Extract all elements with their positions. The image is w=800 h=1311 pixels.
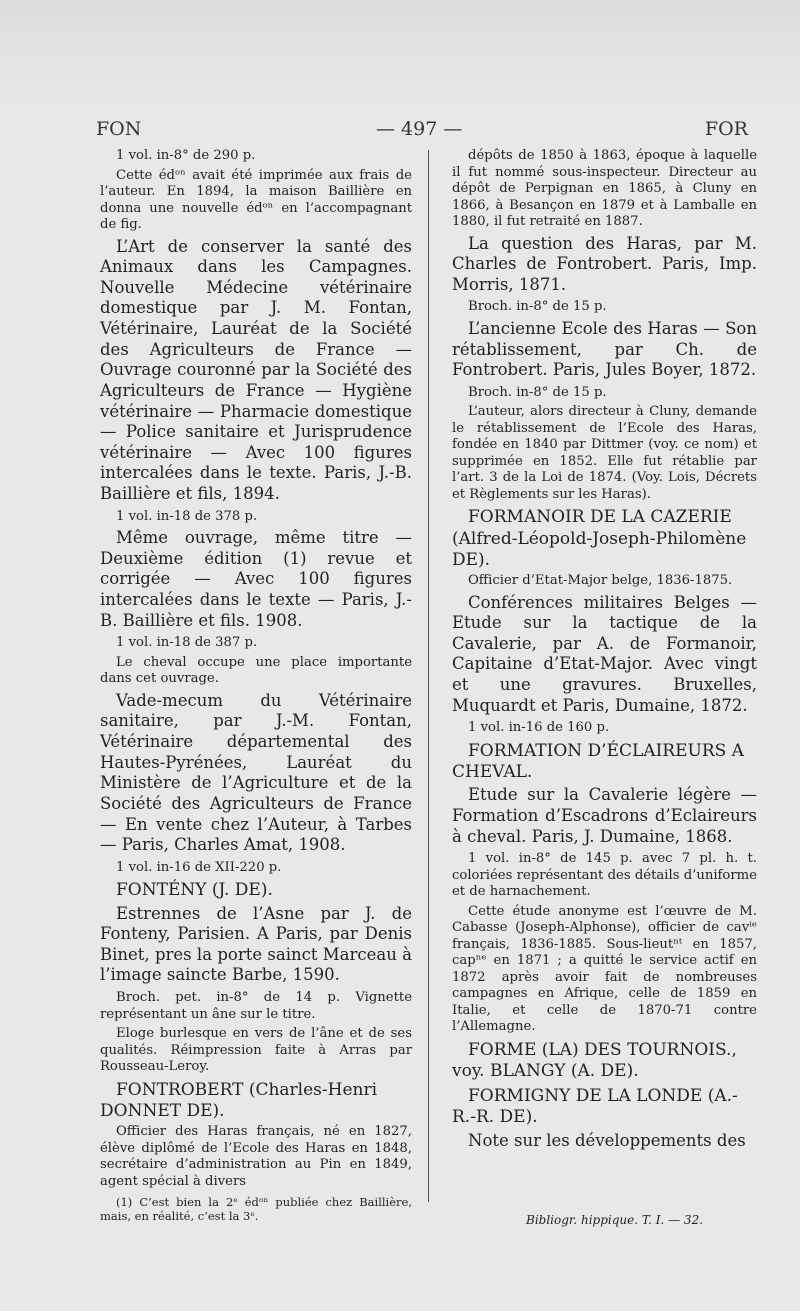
paragraph-small: 1 vol. in-8° de 145 p. avec 7 pl. h. t. coloriées représentant des détails d’uniforme et de harnachement. <box>452 851 757 900</box>
footer-signature: Bibliogr. hippique. T. I. — 32. <box>526 1213 704 1227</box>
right-column <box>452 148 757 1155</box>
page-number: — 497 — <box>376 118 463 140</box>
paragraph-small: Cette édᵒⁿ avait été imprimée aux frais de l’auteur. En 1894, la maison Baillière en donna une nouvelle édᵒⁿ en l’accompagnant de fig. <box>100 167 412 232</box>
left-column <box>100 148 412 1224</box>
paragraph-small: Broch. pet. in-8° de 14 p. Vignette représentant un âne sur le titre. <box>100 990 412 1022</box>
paragraph-entry: Note sur les développements des <box>468 1130 746 1150</box>
running-header <box>96 118 748 144</box>
paragraph-note: (1) C’est bien la 2ᵉ édᵒⁿ publiée chez Baillière, mais, en réalité, c’est la 3ᵉ. <box>100 1195 412 1224</box>
paragraph-heading: FORMIGNY DE LA LONDE (A.-R.-R. DE). <box>452 1086 738 1128</box>
paragraph-entry: Vade-mecum du Vétérinaire sanitaire, par J.-M. Fontan, Vétérinaire départemental des Hautes-Pyrénées, Lauréat du Ministère de l’Agriculture et de la Société des Agriculteurs de France — En vente chez l’Auteur, à Tarbes — Paris, Charles Amat, 1908. <box>100 690 412 855</box>
header-right: FOR <box>704 118 748 140</box>
paragraph-small: L’auteur, alors directeur à Cluny, demande le rétablissement de l’Ecole des Haras, fondée en 1840 par Dittmer (voy. ce nom) et supprimée en 1852. Elle fut rétablie par l’art. 3 de la Loi de 1874. (Voy. Lois, Décrets et Règlements sur les Haras). <box>452 404 757 502</box>
paragraph-entry: L’Art de conserver la santé des Animaux dans les Campagnes. Nouvelle Médecine vétérinaire domestique par J. M. Fontan, Vétérinaire, Lauréat de la Société des Agriculteurs de France — Ouvrage couronné par la Société des Agriculteurs de France — Hygiène vétérinaire — Pharmacie domestique — Police sanitaire et Jurisprudence vétérinaire — Avec 100 figures intercalées dans le texte. Paris, J.-B. Baillière et fils, 1894. <box>100 236 412 503</box>
paragraph-small: 1 vol. in-18 de 387 p. <box>116 635 258 651</box>
column-divider <box>428 150 429 1202</box>
paragraph-small: Le cheval occupe une place importante dans cet ouvrage. <box>100 654 412 687</box>
paragraph-entry: Même ouvrage, même titre — Deuxième édition (1) revue et corrigée — Avec 100 figures intercalées dans le texte — Paris, J.-B. Baillière et fils. 1908. <box>100 528 412 630</box>
page-top-margin <box>0 0 800 110</box>
header-left: FON <box>96 118 142 140</box>
paragraph-entry: Estrennes de l’Asne par J. de Fonteny, Parisien. A Paris, par Denis Binet, pres la porte sainct Marceau à l’image saincte Barbe, 1590. <box>100 903 412 985</box>
paragraph-heading: FONTÉNY (J. DE). <box>116 880 273 901</box>
paragraph-small: Broch. in-8° de 15 p. <box>468 384 607 400</box>
paragraph-small: Eloge burlesque en vers de l’âne et de ses qualités. Réimpression faite à Arras par Rousseau-Leroy. <box>100 1026 412 1074</box>
paragraph-small: Cette étude anonyme est l’œuvre de M. Cabasse (Joseph-Alphonse), officier de cavⁱᵉ français, 1836-1885. Sous-lieutⁿᵗ en 1857, capⁿᵉ en 1871 ; a quitté le service actif en 1872 après avoir fait de nombreuses campagnes en Afrique, celle de 1859 en Italie, et celle de 1870-71 contre l’Allemagne. <box>452 903 757 1035</box>
paragraph-heading: FORMANOIR DE LA CAZERIE (Alfred-Léopold-Joseph-Philomène DE). <box>452 507 747 570</box>
paragraph-heading: FORME (LA) DES TOURNOIS., voy. BLANGY (A. DE). <box>452 1039 737 1081</box>
paragraph-small: 1 vol. in-16 de XII-220 p. <box>116 859 282 875</box>
paragraph-small: Broch. in-8° de 15 p. <box>468 299 607 315</box>
paragraph-small: Officier des Haras français, né en 1827, élève diplômé de l’Ecole des Haras en 1848, secrétaire d’administration au Pin en 1849, agent spécial à divers <box>100 1124 412 1189</box>
paragraph-small: dépôts de 1850 à 1863, époque à laquelle il fut nommé sous-inspecteur. Directeur au dépôt de Perpignan en 1865, à Cluny en 1866, à Besançon en 1879 et à Lamballe en 1880, il fut retraité en 1887. <box>452 148 757 229</box>
paragraph-small: Officier d’Etat-Major belge, 1836-1875. <box>468 573 733 588</box>
paragraph-small: 1 vol. in-8° de 290 p. <box>116 148 256 163</box>
paragraph-small: 1 vol. in-16 de 160 p. <box>468 720 610 736</box>
paragraph-entry: La question des Haras, par M. Charles de Fontrobert. Paris, Imp. Morris, 1871. <box>452 233 757 294</box>
paragraph-small: 1 vol. in-18 de 378 p. <box>116 508 258 524</box>
paragraph-entry: Etude sur la Cavalerie légère — Formation d’Escadrons d’Eclaireurs à cheval. Paris, J. Dumaine, 1868. <box>452 785 757 846</box>
paragraph-entry: Conférences militaires Belges — Etude sur la tactique de la Cavalerie, par A. de Formanoir, Capitaine d’Etat-Major. Avec vingt et une gravures. Bruxelles, Muquardt et Paris, Dumaine, 1872. <box>452 592 757 715</box>
paragraph-entry: L’ancienne Ecole des Haras — Son rétablissement, par Ch. de Fontrobert. Paris, Jules Boyer, 1872. <box>452 318 757 380</box>
paragraph-heading: FONTROBERT (Charles-Henri DONNET DE). <box>100 1079 378 1121</box>
paragraph-heading: FORMATION D’ÉCLAIREURS A CHEVAL. <box>452 740 744 782</box>
